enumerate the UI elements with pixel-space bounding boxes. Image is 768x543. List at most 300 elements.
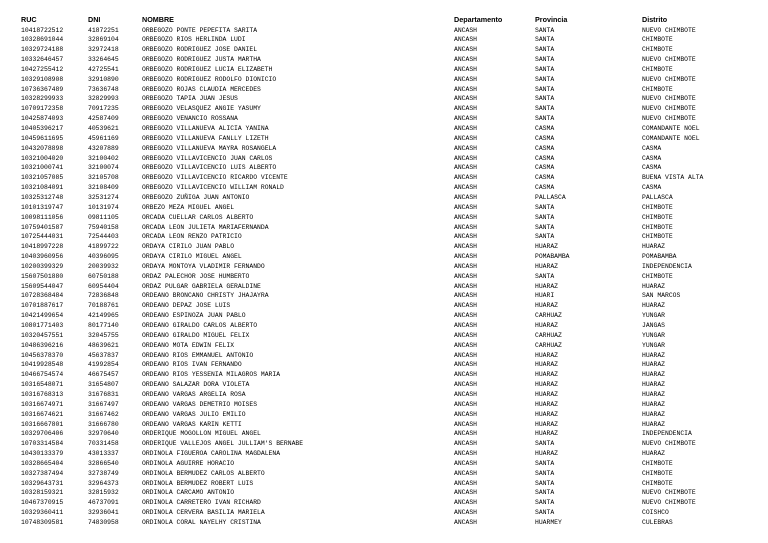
cell-provincia: SANTA: [535, 272, 555, 280]
cell-distrito: HUARAZ: [642, 400, 666, 408]
cell-dni: 41899722: [88, 243, 119, 251]
cell-nombre: ORBEGOZO VELASQUEZ ANGIE YASUMY: [142, 105, 261, 113]
cell-departamento: ANCASH: [454, 65, 478, 73]
cell-dni: 32972418: [88, 46, 119, 54]
cell-departamento: ANCASH: [454, 331, 478, 339]
cell-distrito: NUEVO CHIMBOTE: [642, 499, 696, 507]
cell-nombre: ORBEGOZO VILLAVICENCIO WILLIAM RONALD: [142, 184, 284, 192]
table-row: [0, 360, 768, 370]
cell-dni: 80177140: [88, 322, 119, 329]
cell-departamento: ANCASH: [454, 26, 478, 34]
cell-nombre: ORDAYA MONTOYA VLADIMIR FERNANDO: [142, 262, 265, 270]
table-row: [0, 380, 768, 390]
table-row: [0, 390, 768, 400]
cell-distrito: CHIMBOTE: [642, 459, 673, 467]
cell-dni: 42149965: [88, 312, 119, 320]
cell-dni: 32866540: [88, 459, 119, 467]
cell-nombre: ORDINOLA CARCAMO ANTONIO: [142, 489, 235, 497]
cell-distrito: NUEVO CHIMBOTE: [642, 440, 696, 448]
cell-nombre: ORBEGOZO VILLAVICENCIO JUAN CARLOS: [142, 154, 273, 162]
cell-ruc: 10432078898: [21, 144, 64, 152]
table-row: [0, 114, 768, 124]
cell-departamento: ANCASH: [454, 184, 478, 192]
cell-dni: 42725541: [88, 65, 119, 73]
cell-dni: 72836848: [88, 292, 119, 300]
cell-ruc: 10332646457: [21, 56, 64, 64]
table-header: [0, 15, 768, 25]
cell-provincia: CASMA: [535, 154, 555, 162]
cell-ruc: 10328665404: [21, 459, 64, 467]
cell-provincia: HUARAZ: [535, 243, 559, 251]
table-row: [0, 400, 768, 410]
cell-nombre: ORBEGOZO ZUÑIGA JUAN ANTONIO: [142, 193, 250, 201]
table-row: [0, 232, 768, 242]
cell-dni: 48639621: [88, 341, 119, 349]
cell-dni: 32738749: [88, 469, 119, 477]
cell-distrito: HUARAZ: [642, 282, 666, 290]
cell-ruc: 10403960956: [21, 253, 64, 261]
cell-provincia: HUARAZ: [535, 410, 559, 418]
cell-nombre: ORCADA CUELLAR CARLOS ALBERTO: [142, 213, 254, 221]
cell-dni: 32829993: [88, 95, 119, 103]
cell-provincia: CASMA: [535, 134, 555, 142]
table-row: [0, 134, 768, 144]
cell-distrito: NUEVO CHIMBOTE: [642, 489, 696, 497]
cell-departamento: ANCASH: [454, 420, 478, 428]
cell-distrito: CULEBRAS: [642, 519, 673, 526]
cell-distrito: CHIMBOTE: [642, 213, 673, 221]
cell-dni: 31667462: [88, 410, 119, 418]
cell-nombre: ORDAZ PULGAR GABRIELA GERALDINE: [142, 282, 261, 290]
cell-nombre: ORDERIQUE VALLEJOS ANGEL JULLIAM'S BERNABE: [142, 440, 304, 448]
cell-ruc: 10709172358: [21, 105, 64, 113]
cell-nombre: ORBEGOZO RIOS HERLINDA LUDI: [142, 36, 246, 44]
cell-ruc: 10329706406: [21, 430, 64, 438]
cell-provincia: CARHUAZ: [535, 331, 562, 339]
cell-distrito: COMANDANTE NOEL: [642, 125, 700, 132]
cell-distrito: JANGAS: [642, 322, 666, 329]
header-departamento: Departamento: [454, 15, 503, 24]
cell-distrito: HUARAZ: [642, 450, 666, 458]
cell-provincia: HUARAZ: [535, 371, 559, 379]
table-row: [0, 85, 768, 95]
cell-ruc: 10328299933: [21, 95, 64, 103]
cell-distrito: CHIMBOTE: [642, 233, 673, 241]
cell-departamento: ANCASH: [454, 450, 478, 458]
cell-dni: 31667497: [88, 400, 119, 408]
cell-ruc: 10456378370: [21, 351, 64, 359]
cell-provincia: SANTA: [535, 115, 555, 123]
cell-provincia: HUARAZ: [535, 450, 559, 458]
table-row: [0, 429, 768, 439]
table-row: [0, 203, 768, 213]
cell-departamento: ANCASH: [454, 262, 478, 270]
cell-departamento: ANCASH: [454, 85, 478, 93]
cell-dni: 31654807: [88, 381, 119, 389]
table-row: [0, 75, 768, 85]
cell-ruc: 10759401587: [21, 223, 64, 231]
cell-provincia: SANTA: [535, 509, 555, 517]
table-row: [0, 321, 768, 331]
cell-departamento: ANCASH: [454, 479, 478, 487]
cell-nombre: ORDAYA CIRILO MIGUEL ANGEL: [142, 253, 242, 261]
cell-departamento: ANCASH: [454, 253, 478, 261]
cell-departamento: ANCASH: [454, 46, 478, 54]
cell-provincia: SANTA: [535, 223, 555, 231]
cell-distrito: CHIMBOTE: [642, 203, 673, 211]
cell-ruc: 10101319747: [21, 203, 64, 211]
cell-departamento: ANCASH: [454, 36, 478, 44]
cell-departamento: ANCASH: [454, 489, 478, 497]
cell-dni: 32531274: [88, 193, 119, 201]
table-row: [0, 124, 768, 134]
cell-dni: 72544403: [88, 233, 119, 241]
table-row: [0, 282, 768, 292]
cell-departamento: ANCASH: [454, 519, 478, 526]
cell-provincia: SANTA: [535, 489, 555, 497]
cell-ruc: 10466754574: [21, 371, 64, 379]
cell-departamento: ANCASH: [454, 292, 478, 300]
cell-dni: 73636748: [88, 85, 119, 93]
cell-dni: 32045755: [88, 331, 119, 339]
cell-dni: 70917235: [88, 105, 119, 113]
table-row: [0, 193, 768, 203]
cell-distrito: HUARAZ: [642, 410, 666, 418]
cell-departamento: ANCASH: [454, 302, 478, 310]
cell-ruc: 10321004020: [21, 154, 64, 162]
cell-distrito: HUARAZ: [642, 371, 666, 379]
cell-nombre: ORBEGOZO TAPIA JUAN JESUS: [142, 95, 238, 103]
table-row: [0, 449, 768, 459]
cell-ruc: 10316768313: [21, 390, 64, 398]
cell-ruc: 10316674621: [21, 410, 64, 418]
cell-nombre: ORDEANO VARGAS ARGELIA ROSA: [142, 390, 246, 398]
cell-ruc: 10701887617: [21, 302, 64, 310]
header-ruc: RUC: [21, 15, 37, 24]
cell-distrito: CHIMBOTE: [642, 46, 673, 54]
cell-provincia: SANTA: [535, 75, 555, 83]
table-row: [0, 331, 768, 341]
cell-departamento: ANCASH: [454, 440, 478, 448]
cell-provincia: SANTA: [535, 499, 555, 507]
cell-distrito: NUEVO CHIMBOTE: [642, 105, 696, 113]
table-row: [0, 223, 768, 233]
cell-departamento: ANCASH: [454, 499, 478, 507]
table-row: [0, 410, 768, 420]
table-row: [0, 65, 768, 75]
cell-departamento: ANCASH: [454, 282, 478, 290]
cell-dni: 45637837: [88, 351, 119, 359]
table-row: [0, 45, 768, 55]
cell-nombre: ORDAZ PALECHOR JOSE HUMBERTO: [142, 272, 250, 280]
cell-nombre: ORBEGOZO VENANCIO ROSSANA: [142, 115, 238, 123]
cell-provincia: SANTA: [535, 233, 555, 241]
cell-departamento: ANCASH: [454, 312, 478, 320]
table-row: [0, 213, 768, 223]
table-row: [0, 479, 768, 489]
cell-provincia: SANTA: [535, 26, 555, 34]
cell-ruc: 10430133379: [21, 450, 64, 458]
cell-distrito: NUEVO CHIMBOTE: [642, 115, 696, 123]
cell-dni: 31676831: [88, 390, 119, 398]
cell-distrito: COISHCO: [642, 509, 669, 517]
table-row: [0, 439, 768, 449]
table-row: [0, 242, 768, 252]
cell-distrito: CHIMBOTE: [642, 36, 673, 44]
cell-provincia: SANTA: [535, 469, 555, 477]
cell-dni: 31666780: [88, 420, 119, 428]
cell-nombre: ORDEANO DEPAZ JOSE LUIS: [142, 302, 231, 310]
cell-dni: 40396095: [88, 253, 119, 261]
cell-ruc: 10328159321: [21, 489, 64, 497]
cell-departamento: ANCASH: [454, 125, 478, 132]
table-row: [0, 459, 768, 469]
cell-dni: 32100074: [88, 164, 119, 172]
cell-ruc: 10329643731: [21, 479, 64, 487]
cell-departamento: ANCASH: [454, 233, 478, 241]
cell-ruc: 10200399329: [21, 262, 64, 270]
cell-distrito: HUARAZ: [642, 351, 666, 359]
cell-ruc: 10418722512: [21, 26, 64, 34]
cell-provincia: SANTA: [535, 479, 555, 487]
cell-departamento: ANCASH: [454, 381, 478, 389]
cell-provincia: HUARAZ: [535, 390, 559, 398]
cell-departamento: ANCASH: [454, 430, 478, 438]
cell-departamento: ANCASH: [454, 75, 478, 83]
cell-nombre: ORBEGOZO RODRIGUEZ JUSTA MARTHA: [142, 56, 261, 64]
cell-departamento: ANCASH: [454, 134, 478, 142]
cell-provincia: SANTA: [535, 105, 555, 113]
cell-departamento: ANCASH: [454, 154, 478, 162]
cell-departamento: ANCASH: [454, 213, 478, 221]
cell-ruc: 10419928548: [21, 361, 64, 369]
cell-dni: 60954404: [88, 282, 119, 290]
cell-departamento: ANCASH: [454, 223, 478, 231]
cell-distrito: CHIMBOTE: [642, 469, 673, 477]
table-row: [0, 183, 768, 193]
cell-provincia: SANTA: [535, 95, 555, 103]
cell-dni: 09811105: [88, 213, 119, 221]
cell-dni: 20039932: [88, 262, 119, 270]
cell-distrito: COMANDANTE NOEL: [642, 134, 700, 142]
cell-ruc: 10459611695: [21, 134, 64, 142]
cell-nombre: ORDINOLA CERVERA BASILIA MARIELA: [142, 509, 265, 517]
cell-nombre: ORDEANO RIOS YESSENIA MILAGROS MARIA: [142, 371, 281, 379]
cell-ruc: 10327387494: [21, 469, 64, 477]
cell-ruc: 10425874093: [21, 115, 64, 123]
cell-ruc: 15609544047: [21, 282, 64, 290]
table-row: [0, 291, 768, 301]
cell-nombre: ORDEANO RIOS IVAN FERNANDO: [142, 361, 242, 369]
cell-ruc: 10321000741: [21, 164, 64, 172]
cell-dni: 46737091: [88, 499, 119, 507]
cell-provincia: SANTA: [535, 459, 555, 467]
cell-provincia: HUARAZ: [535, 302, 559, 310]
cell-dni: 32105708: [88, 174, 119, 182]
table-row: [0, 420, 768, 430]
cell-departamento: ANCASH: [454, 193, 478, 201]
cell-distrito: CHIMBOTE: [642, 479, 673, 487]
cell-nombre: ORDINOLA CORAL NAYELHY CRISTINA: [142, 519, 261, 526]
cell-provincia: HUARAZ: [535, 351, 559, 359]
cell-provincia: HUARAZ: [535, 282, 559, 290]
cell-nombre: ORDEANO RIOS EMMANUEL ANTONIO: [142, 351, 254, 359]
cell-distrito: CASMA: [642, 144, 662, 152]
header-provincia: Provincia: [535, 15, 568, 24]
cell-nombre: ORBEGOZO VILLAVICENCIO LUIS ALBERTO: [142, 164, 277, 172]
cell-nombre: ORDINOLA FIGUEROA CAROLINA MAGDALENA: [142, 450, 281, 458]
cell-ruc: 10427255412: [21, 65, 64, 73]
table-row: [0, 370, 768, 380]
cell-nombre: ORDINOLA BERMUDEZ ROBERT LUIS: [142, 479, 254, 487]
table-row: [0, 173, 768, 183]
cell-dni: 10131974: [88, 203, 119, 211]
cell-dni: 32936041: [88, 509, 119, 517]
cell-ruc: 10329724188: [21, 46, 64, 54]
cell-nombre: ORDEANO VARGAS DEMETRIO MOISES: [142, 400, 258, 408]
cell-departamento: ANCASH: [454, 459, 478, 467]
cell-nombre: ORBEGOZO VILLANUEVA FANLLY LIZETH: [142, 134, 269, 142]
cell-ruc: 10405396217: [21, 125, 64, 132]
table-row: [0, 104, 768, 114]
cell-ruc: 10801771403: [21, 322, 64, 329]
cell-distrito: POMABAMBA: [642, 253, 677, 261]
cell-departamento: ANCASH: [454, 105, 478, 113]
table-row: [0, 498, 768, 508]
cell-departamento: ANCASH: [454, 56, 478, 64]
header-dni: DNI: [88, 15, 101, 24]
cell-nombre: ORBEGOZO RODRIGUEZ RODOLFO DIONICIO: [142, 75, 277, 83]
cell-nombre: ORDEANO VARGAS JULIO EMILIO: [142, 410, 246, 418]
cell-provincia: POMABAMBA: [535, 253, 570, 261]
cell-departamento: ANCASH: [454, 351, 478, 359]
cell-provincia: CASMA: [535, 125, 555, 132]
cell-provincia: HUARMEY: [535, 519, 562, 526]
cell-nombre: ORDEANO VARGAS KARIN KETTI: [142, 420, 242, 428]
cell-distrito: CHIMBOTE: [642, 223, 673, 231]
cell-dni: 45961169: [88, 134, 119, 142]
cell-nombre: ORBEGOZO RODRIGUEZ JOSE DANIEL: [142, 46, 258, 54]
cell-departamento: ANCASH: [454, 341, 478, 349]
table-row: [0, 301, 768, 311]
cell-ruc: 10328691044: [21, 36, 64, 44]
table-row: [0, 144, 768, 154]
cell-ruc: 10725444031: [21, 233, 64, 241]
cell-ruc: 10316548071: [21, 381, 64, 389]
table-row: [0, 262, 768, 272]
header-nombre: NOMBRE: [142, 15, 174, 24]
cell-dni: 43207889: [88, 144, 119, 152]
cell-distrito: CASMA: [642, 164, 662, 172]
cell-departamento: ANCASH: [454, 469, 478, 477]
cell-distrito: NUEVO CHIMBOTE: [642, 95, 696, 103]
cell-dni: 60750188: [88, 272, 119, 280]
cell-distrito: SAN MARCOS: [642, 292, 681, 300]
cell-provincia: HUARI: [535, 292, 555, 300]
cell-distrito: HUARAZ: [642, 381, 666, 389]
cell-distrito: BUENA VISTA ALTA: [642, 174, 704, 182]
cell-ruc: 15607501880: [21, 272, 64, 280]
cell-departamento: ANCASH: [454, 361, 478, 369]
cell-dni: 32815932: [88, 489, 119, 497]
cell-nombre: ORDEANO BRONCANO CHRISTY JHAJAYRA: [142, 292, 269, 300]
cell-ruc: 10329360411: [21, 509, 64, 517]
cell-distrito: CHIMBOTE: [642, 272, 673, 280]
cell-ruc: 10316674971: [21, 400, 64, 408]
cell-nombre: ORCADA LEON JULIETA MARIAFERNANDA: [142, 223, 269, 231]
cell-ruc: 10325312748: [21, 193, 64, 201]
cell-dni: 70331458: [88, 440, 119, 448]
cell-nombre: ORBEGOZO RODRIGUEZ LUCIA ELIZABETH: [142, 65, 273, 73]
cell-departamento: ANCASH: [454, 390, 478, 398]
cell-nombre: ORDINOLA CARRETERO IVAN RICHARD: [142, 499, 261, 507]
cell-dni: 46675457: [88, 371, 119, 379]
cell-distrito: YUNGAR: [642, 341, 666, 349]
cell-nombre: ORDEANO ESPINOZA JUAN PABLO: [142, 312, 246, 320]
table-row: [0, 488, 768, 498]
cell-ruc: 10703314584: [21, 440, 64, 448]
cell-dni: 32869104: [88, 36, 119, 44]
cell-provincia: HUARAZ: [535, 322, 559, 329]
table-row: [0, 94, 768, 104]
cell-provincia: SANTA: [535, 440, 555, 448]
cell-nombre: ORBEGOZO VILLANUEVA ALICIA YANINA: [142, 125, 269, 132]
cell-distrito: CHIMBOTE: [642, 85, 673, 93]
cell-provincia: SANTA: [535, 213, 555, 221]
cell-provincia: HUARAZ: [535, 361, 559, 369]
cell-nombre: ORDAYA CIRILO JUAN PABLO: [142, 243, 235, 251]
cell-distrito: NUEVO CHIMBOTE: [642, 26, 696, 34]
cell-distrito: HUARAZ: [642, 302, 666, 310]
cell-dni: 32964373: [88, 479, 119, 487]
cell-departamento: ANCASH: [454, 509, 478, 517]
cell-distrito: CASMA: [642, 154, 662, 162]
table-row: [0, 311, 768, 321]
cell-ruc: 10418997228: [21, 243, 64, 251]
cell-nombre: ORDINOLA AGUIRRE HORACIO: [142, 459, 235, 467]
cell-dni: 32910890: [88, 75, 119, 83]
cell-provincia: PALLASCA: [535, 193, 566, 201]
cell-provincia: HUARAZ: [535, 400, 559, 408]
cell-provincia: HUARAZ: [535, 262, 559, 270]
cell-dni: 40539621: [88, 125, 119, 132]
cell-dni: 32108409: [88, 184, 119, 192]
cell-nombre: ORCADA LEON RENZO PATRICIO: [142, 233, 242, 241]
cell-provincia: SANTA: [535, 65, 555, 73]
cell-dni: 32970640: [88, 430, 119, 438]
table-row: [0, 469, 768, 479]
cell-ruc: 10321057085: [21, 174, 64, 182]
cell-ruc: 10748309581: [21, 519, 64, 526]
table-row: [0, 351, 768, 361]
cell-provincia: CASMA: [535, 164, 555, 172]
cell-ruc: 10098111056: [21, 213, 64, 221]
cell-distrito: HUARAZ: [642, 361, 666, 369]
cell-departamento: ANCASH: [454, 115, 478, 123]
cell-nombre: ORBEZO MEZA MIGUEL ANGEL: [142, 203, 235, 211]
cell-dni: 42587409: [88, 115, 119, 123]
cell-distrito: PALLASCA: [642, 193, 673, 201]
cell-departamento: ANCASH: [454, 410, 478, 418]
cell-distrito: HUARAZ: [642, 390, 666, 398]
table-row: [0, 518, 768, 528]
cell-ruc: 10329108908: [21, 75, 64, 83]
cell-nombre: ORDEANO GIRALDO MIGUEL FELIX: [142, 331, 250, 339]
cell-dni: 43013337: [88, 450, 119, 458]
cell-nombre: ORBEGOZO ROJAS CLAUDIA MERCEDES: [142, 85, 261, 93]
cell-ruc: 10486396216: [21, 341, 64, 349]
cell-departamento: ANCASH: [454, 174, 478, 182]
